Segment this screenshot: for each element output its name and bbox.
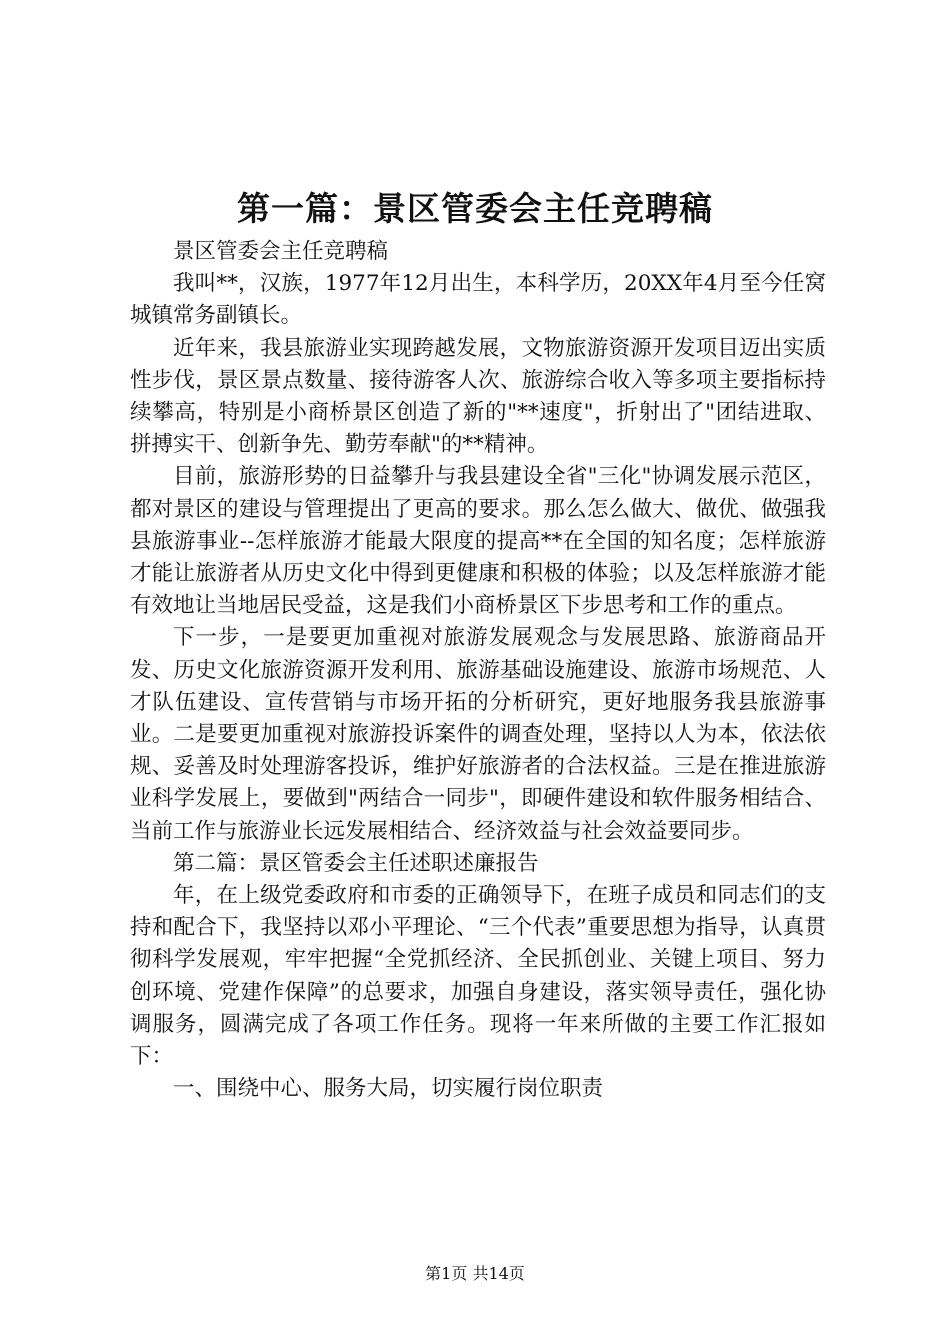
paragraph-introduction: 我叫**，汉族，1977年12月出生，本科学历，20XX年4月至今任窝城镇常务副镇长。 xyxy=(130,271,826,329)
paragraph-subtitle: 景区管委会主任竞聘稿 xyxy=(173,239,389,264)
paragraph-second-article-heading: 第二篇：景区管委会主任述职述廉报告 xyxy=(173,850,539,876)
paragraph-next-steps: 下一步，一是要更加重视对旅游发展观念与发展思路、旅游商品开发、历史文化旅游资源开发利用、旅游基础设施建设、旅游市场规范、人才队伍建设、宣传营销与市场开拓的分析研究，更好地服务我县旅游事业。二是要更加重视对旅游投诉案件的调查处理，坚持以人为本，依法依规、妥善及时处理游客投诉，维护好旅游者的合法权益。三是在推进旅游业科学发展上，要做到"两结合一同步"，即硬件建设和软件服务相结合、当前工作与旅游业长远发展相结合、经济效益与社会效益要同步。 xyxy=(130,625,826,844)
paragraph-annual-report: 年，在上级党委政府和市委的正确领导下，在班子成员和同志们的支持和配合下，我坚持以邓小平理论、“三个代表”重要思想为指导，认真贯彻科学发展观，牢牢把握“全党抓经济、全民抓创业、关键上项目、努力创环境、党建作保障”的总要求，加强自身建设，落实领导责任，强化协调服务，圆满完成了各项工作任务。现将一年来所做的主要工作汇报如下： xyxy=(130,883,826,1070)
document-title: 第一篇：景区管委会主任竞聘稿 xyxy=(237,189,713,228)
paragraph-current-situation: 目前，旅游形势的日益攀升与我县建设全省"三化"协调发展示范区，都对景区的建设与管理提出了更高的要求。那么怎么做大、做优、做强我县旅游事业--怎样旅游才能最大限度的提高**在全国的知名度；怎样旅游才能让旅游者从历史文化中得到更健康和积极的体验；以及怎样旅游才能有效地让当地居民受益，这是我们小商桥景区下步思考和工作的重点。 xyxy=(130,464,826,619)
page-number-footer: 第1页 共14页 xyxy=(425,1264,525,1283)
paragraph-recent-years: 近年来，我县旅游业实现跨越发展，文物旅游资源开发项目迈出实质性步伐，景区景点数量、接待游客人次、旅游综合收入等多项主要指标持续攀高，特别是小商桥景区创造了新的"**速度"，折射出了"团结进取、拼搏实干、创新争先、勤劳奉献"的**精神。 xyxy=(130,335,826,458)
paragraph-section-one-heading: 一、围绕中心、服务大局，切实履行岗位职责 xyxy=(173,1076,604,1102)
document-body xyxy=(130,236,826,1105)
